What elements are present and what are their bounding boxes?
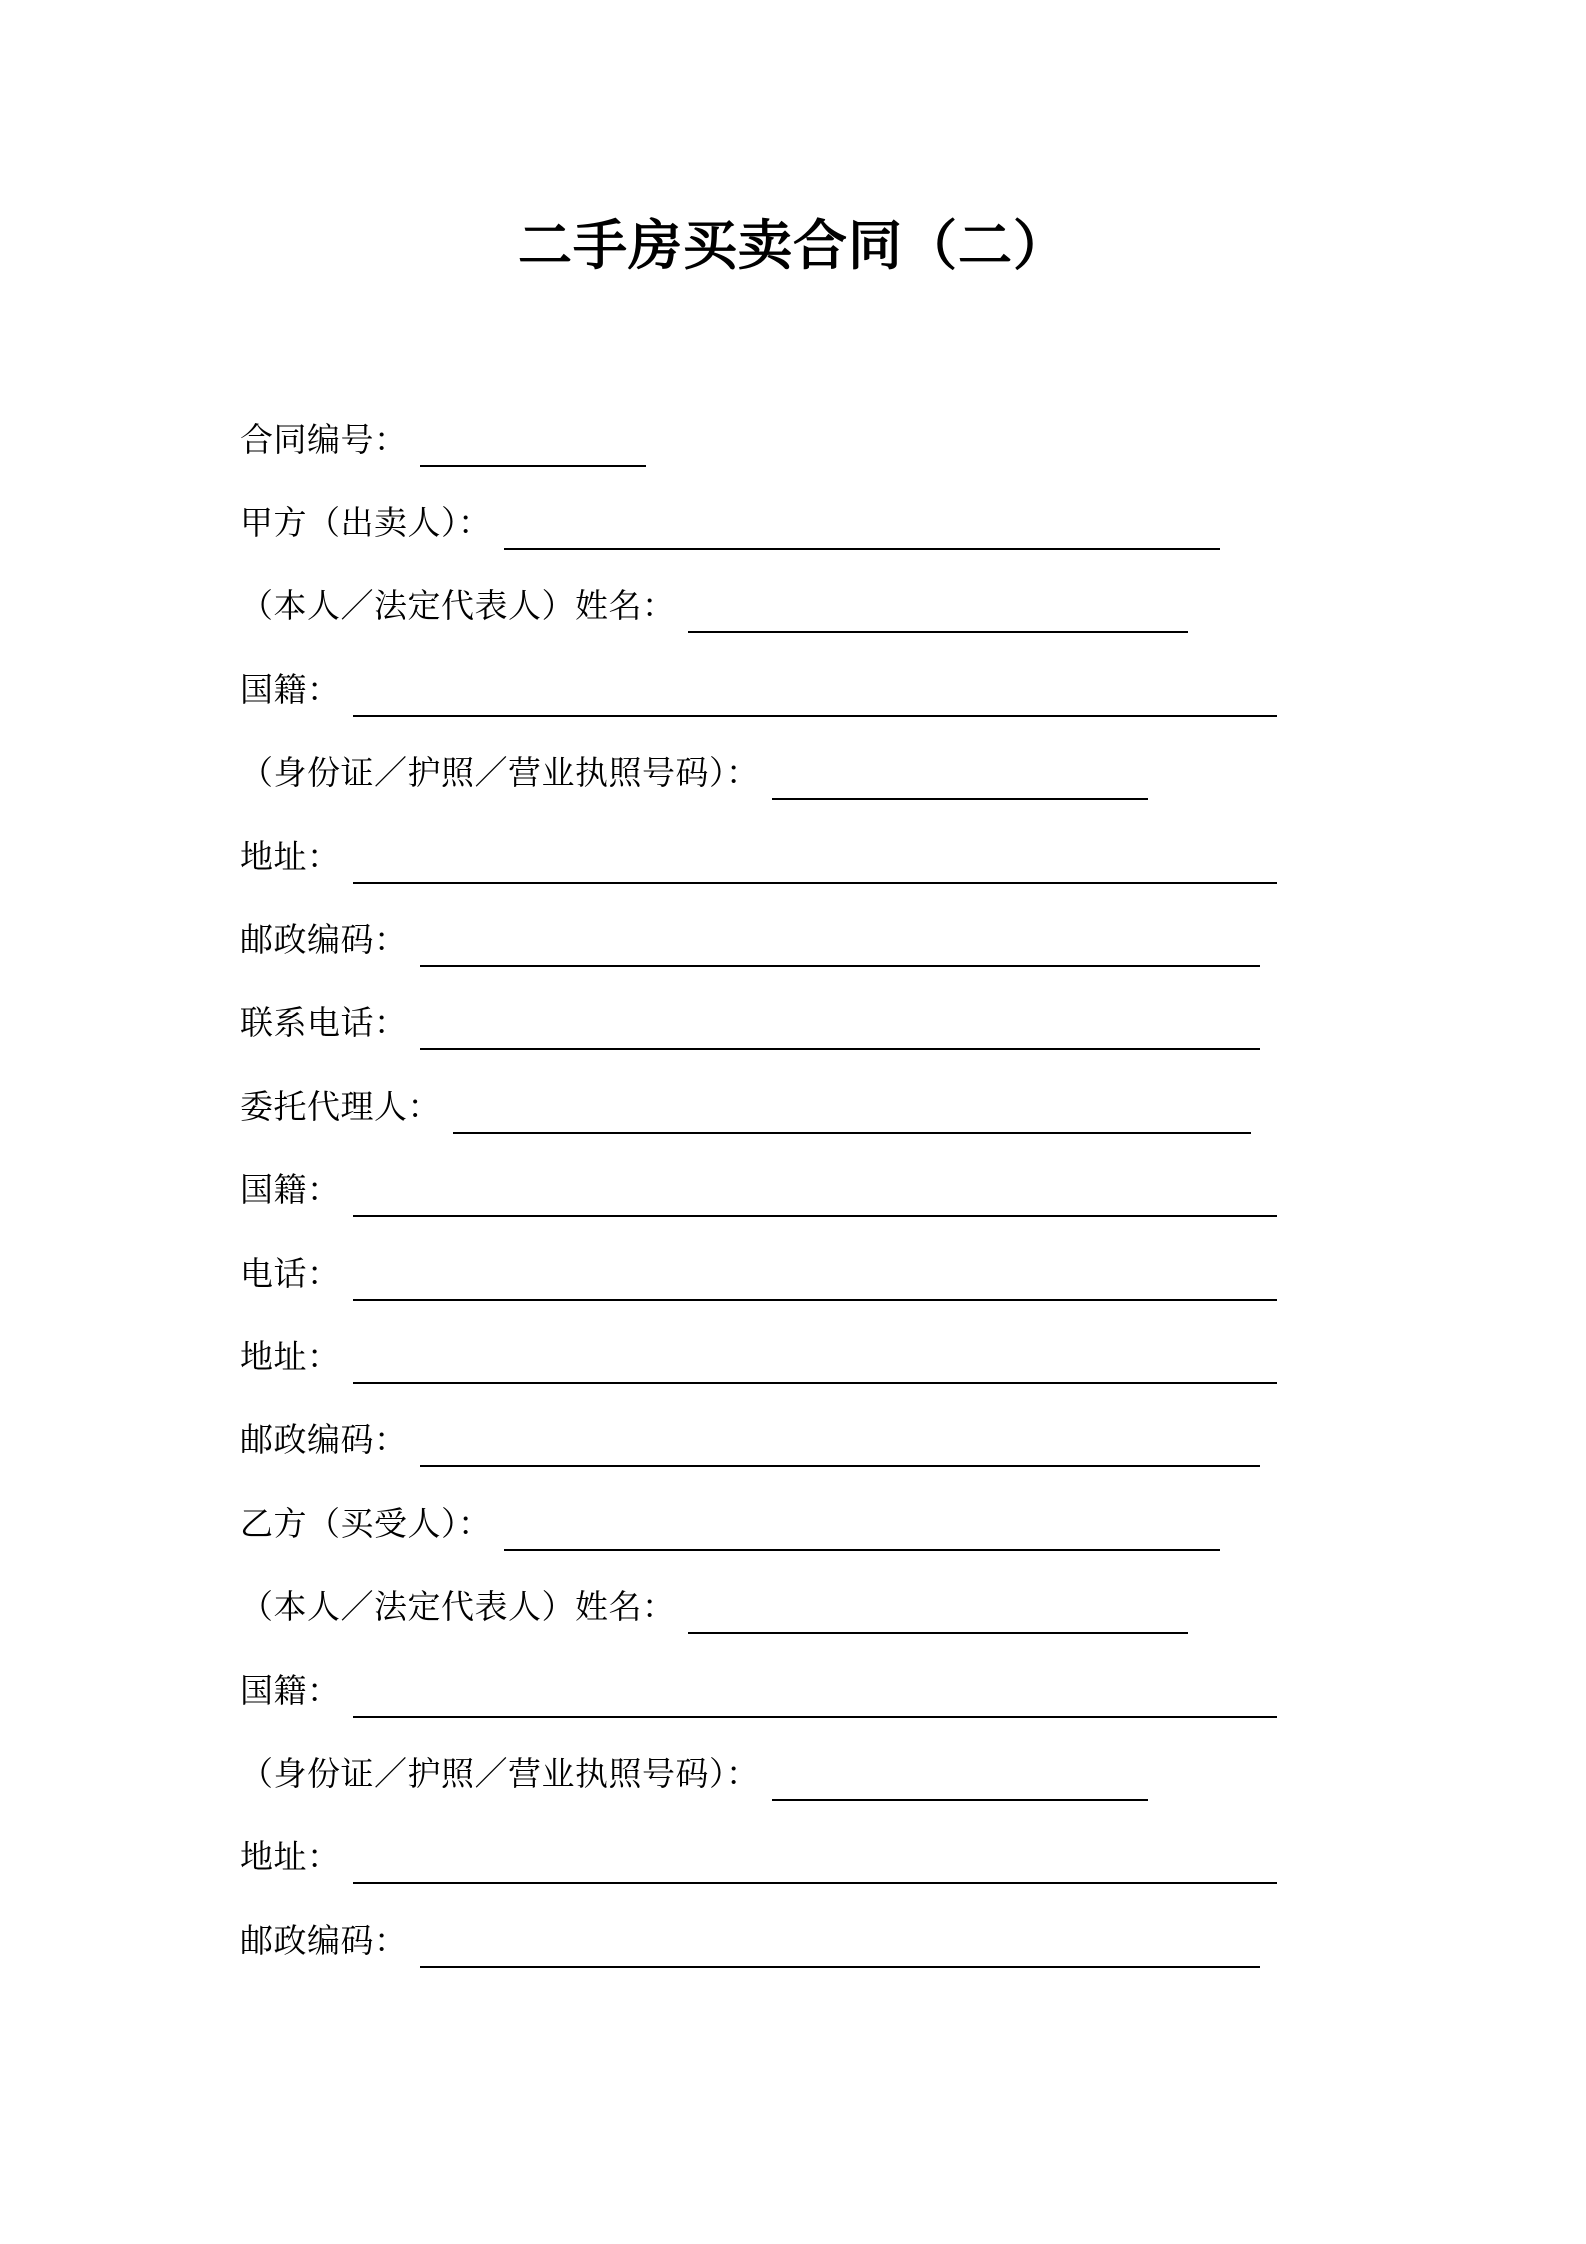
field-contract-number bbox=[240, 398, 1360, 481]
field-agent-phone bbox=[240, 1232, 1360, 1315]
field-party-b-name bbox=[240, 1565, 1360, 1648]
party-b-id-blank[interactable] bbox=[772, 1765, 1148, 1801]
agent-address-blank[interactable] bbox=[353, 1348, 1277, 1384]
party-a-blank[interactable] bbox=[504, 514, 1220, 550]
field-label: （身份证／护照／营业执照号码）： bbox=[240, 1753, 760, 1793]
party-b-address-blank[interactable] bbox=[353, 1848, 1277, 1884]
field-label: 国籍： bbox=[240, 669, 341, 709]
agent-nationality-blank[interactable] bbox=[353, 1181, 1277, 1217]
field-label: 邮政编码： bbox=[240, 1920, 408, 1960]
agent-postcode-blank[interactable] bbox=[420, 1431, 1260, 1467]
party-a-address-blank[interactable] bbox=[353, 848, 1277, 884]
field-label: 地址： bbox=[240, 1336, 341, 1376]
field-party-b-id bbox=[240, 1732, 1360, 1815]
party-b-name-blank[interactable] bbox=[688, 1598, 1188, 1634]
field-label: （身份证／护照／营业执照号码）： bbox=[240, 753, 760, 793]
field-label: 委托代理人： bbox=[240, 1086, 441, 1126]
field-party-a-phone bbox=[240, 982, 1360, 1065]
party-a-nationality-blank[interactable] bbox=[353, 681, 1277, 717]
field-label: 甲方（出卖人）： bbox=[240, 503, 492, 543]
field-party-b-nationality bbox=[240, 1649, 1360, 1732]
field-label: 国籍： bbox=[240, 1670, 341, 1710]
field-label: 乙方（买受人）： bbox=[240, 1503, 492, 1543]
field-party-b-address bbox=[240, 1816, 1360, 1899]
agent-phone-blank[interactable] bbox=[353, 1265, 1277, 1301]
document-title: 二手房买卖合同（二） bbox=[518, 214, 1068, 277]
field-label: 电话： bbox=[240, 1253, 341, 1293]
field-label: 地址： bbox=[240, 1837, 341, 1877]
field-agent-nationality bbox=[240, 1149, 1360, 1232]
agent-blank[interactable] bbox=[453, 1098, 1251, 1134]
field-agent-address bbox=[240, 1315, 1360, 1398]
party-a-id-blank[interactable] bbox=[772, 764, 1148, 800]
field-party-a-nationality bbox=[240, 648, 1360, 731]
field-party-b-postcode bbox=[240, 1899, 1360, 1982]
party-a-name-blank[interactable] bbox=[688, 597, 1188, 633]
field-party-a-postcode bbox=[240, 898, 1360, 981]
party-b-postcode-blank[interactable] bbox=[420, 1932, 1260, 1968]
field-party-a-id bbox=[240, 732, 1360, 815]
field-label: 邮政编码： bbox=[240, 1420, 408, 1460]
party-a-phone-blank[interactable] bbox=[420, 1014, 1260, 1050]
field-label: （本人／法定代表人）姓名： bbox=[240, 586, 676, 626]
field-label: （本人／法定代表人）姓名： bbox=[240, 1587, 676, 1627]
field-label: 联系电话： bbox=[240, 1003, 408, 1043]
field-party-a bbox=[240, 481, 1360, 564]
field-party-a-name bbox=[240, 565, 1360, 648]
field-label: 地址： bbox=[240, 836, 341, 876]
contract-party-fields bbox=[240, 398, 1360, 1982]
field-label: 邮政编码： bbox=[240, 920, 408, 960]
field-agent bbox=[240, 1065, 1360, 1148]
field-label: 国籍： bbox=[240, 1170, 341, 1210]
field-agent-postcode bbox=[240, 1399, 1360, 1482]
contract-number-blank[interactable] bbox=[420, 431, 646, 467]
field-party-a-address bbox=[240, 815, 1360, 898]
field-label: 合同编号： bbox=[240, 419, 408, 459]
party-a-postcode-blank[interactable] bbox=[420, 931, 1260, 967]
field-party-b bbox=[240, 1482, 1360, 1565]
party-b-blank[interactable] bbox=[504, 1515, 1220, 1551]
party-b-nationality-blank[interactable] bbox=[353, 1682, 1277, 1718]
